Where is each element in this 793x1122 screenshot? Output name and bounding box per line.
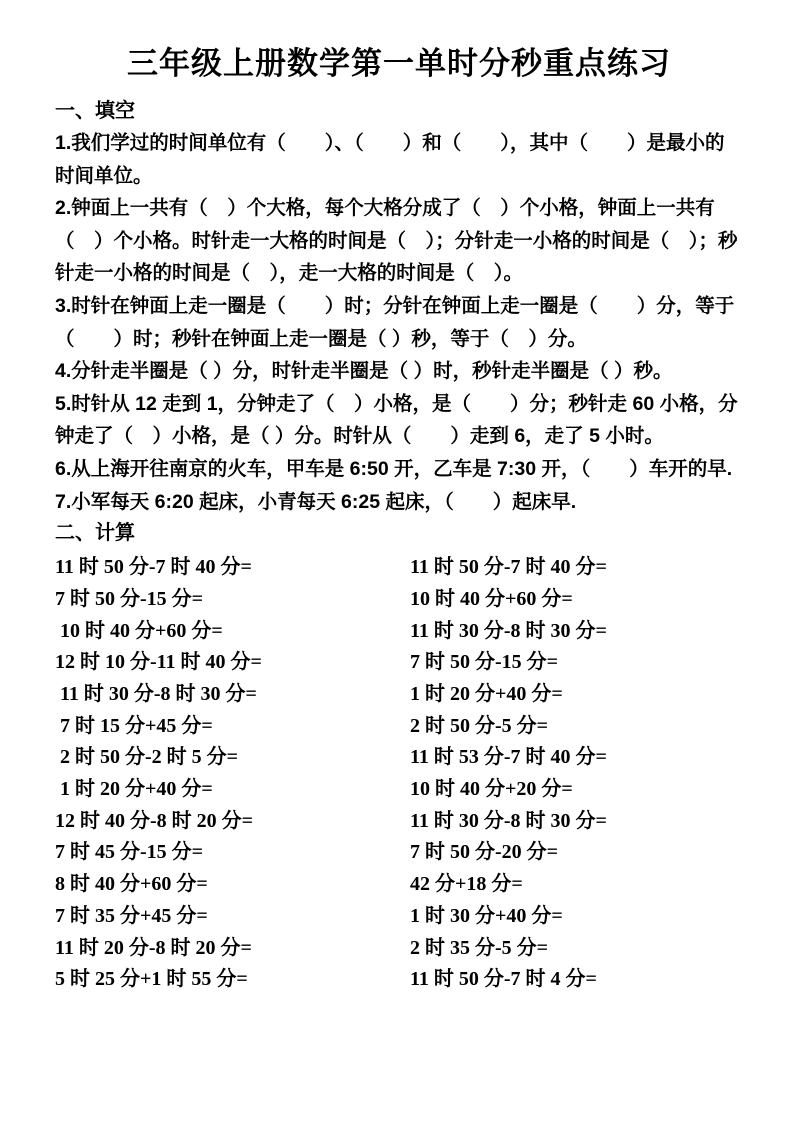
calc-item-left-3: 10 时 40 分+60 分= [55, 619, 223, 642]
calc-left-column [55, 552, 410, 996]
calc-item-left-12: 7 时 35 分+45 分= [55, 904, 208, 927]
page-title: 三年级上册数学第一单时分秒重点练习 [127, 46, 671, 81]
calc-item-left-4: 12 时 10 分-11 时 40 分= [55, 651, 262, 674]
calc-item-right-1: 11 时 50 分-7 时 40 分= [410, 556, 607, 579]
section-heading-fill-in: 一、填空 [55, 100, 135, 122]
calc-exercise-columns [55, 552, 743, 996]
calc-item-left-8: 1 时 20 分+40 分= [55, 778, 213, 801]
calc-item-left-13: 11 时 20 分-8 时 20 分= [55, 936, 252, 959]
calc-item-right-5: 1 时 20 分+40 分= [410, 682, 563, 705]
calc-item-right-12: 1 时 30 分+40 分= [410, 904, 563, 927]
question-1: 1.我们学过的时间单位有（ ）、（ ）和（ ），其中（ ）是最小的时间单位。 [55, 132, 725, 187]
question-3: 3.时针在钟面上走一圈是（ ）时；分针在钟面上走一圈是（ ）分，等于（ ）时；秒针在钟面上走一圈是（ ）秒，等于（ ）分。 [55, 294, 735, 350]
calc-item-right-14: 11 时 50 分-7 时 4 分= [410, 968, 597, 991]
question-4: 4.分针走半圈是（ ）分，时针走半圈是（ ）时，秒针走半圈是（ ）秒。 [55, 360, 673, 383]
calc-item-right-4: 7 时 50 分-15 分= [410, 651, 559, 674]
calc-item-left-9: 12 时 40 分-8 时 20 分= [55, 809, 254, 832]
calc-item-right-3: 11 时 30 分-8 时 30 分= [410, 619, 607, 642]
fill-in-question-list [55, 127, 743, 518]
calc-right-column [410, 552, 743, 996]
calc-item-right-10: 7 时 50 分-20 分= [410, 841, 559, 864]
calc-item-right-7: 11 时 53 分-7 时 40 分= [410, 746, 607, 769]
calc-item-right-8: 10 时 40 分+20 分= [410, 778, 573, 801]
calc-item-right-13: 2 时 35 分-5 分= [410, 936, 549, 959]
calc-item-left-1: 11 时 50 分-7 时 40 分= [55, 556, 252, 579]
calc-item-right-6: 2 时 50 分-5 分= [410, 714, 549, 737]
question-7: 7.小军每天 6:20 起床，小青每天 6:25 起床，（ ）起床早. [55, 490, 577, 513]
calc-item-left-10: 7 时 45 分-15 分= [55, 841, 204, 864]
calc-item-left-14: 5 时 25 分+1 时 55 分= [55, 968, 248, 991]
question-5: 5.时针从 12 走到 1，分钟走了（ ）小格，是（ ）分；秒针走 60 小格，分钟走了（ ）小格，是（ ）分。时针从（ ）走到 6，走了 5 小时。 [55, 392, 738, 448]
question-6: 6.从上海开往南京的火车，甲车是 6:50 开，乙车是 7:30 开，（ ）车开的早. [55, 457, 733, 480]
calc-item-right-2: 10 时 40 分+60 分= [410, 587, 573, 610]
section-heading-calc: 二、计算 [55, 522, 135, 545]
calc-item-right-9: 11 时 30 分-8 时 30 分= [410, 809, 607, 832]
calc-item-left-2: 7 时 50 分-15 分= [55, 587, 204, 610]
calc-item-right-11: 42 分+18 分= [410, 873, 523, 896]
question-2: 2.钟面上一共有（ ）个大格，每个大格分成了（ ）个小格，钟面上一共有（ ）个小格。时针走一大格的时间是（ ）；分针走一小格的时间是（ ）；秒针走一小格的时间是（ ），走一大格的时间是（ ）。 [55, 197, 738, 285]
calc-item-left-11: 8 时 40 分+60 分= [55, 873, 208, 896]
calc-item-left-6: 7 时 15 分+45 分= [55, 714, 213, 737]
calc-item-left-7: 2 时 50 分-2 时 5 分= [55, 746, 239, 769]
calc-item-left-5: 11 时 30 分-8 时 30 分= [55, 682, 257, 705]
